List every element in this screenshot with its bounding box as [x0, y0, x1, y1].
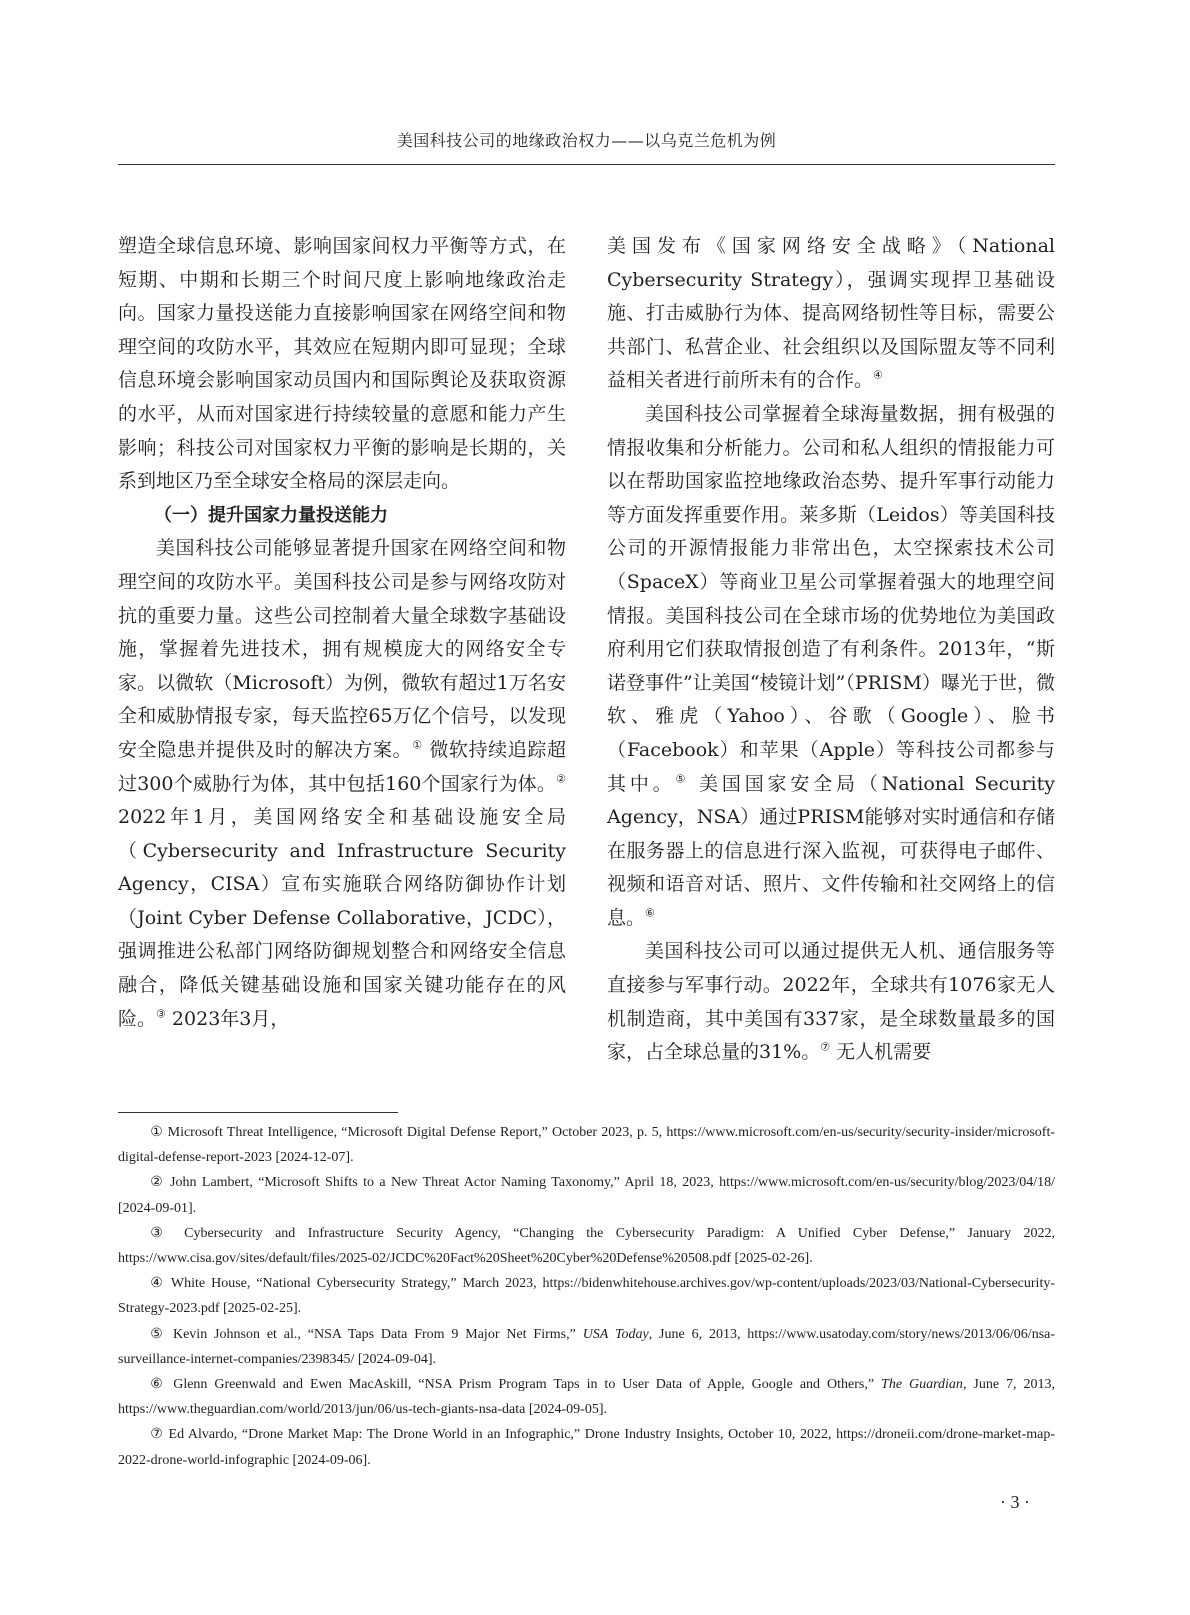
paragraph-text: 美国国家安全局（National Security Agency，NSA）通过PRISM能够对实时通信和存储在服务器上的信息进行深入监视，可获得电子邮件、视频和语音对话、照片、文件传输和社交网络上的信息。	[607, 772, 1055, 929]
footnote-text: Kevin Johnson et al., “NSA Taps Data From 9 Major Net Firms,”	[172, 1326, 583, 1342]
footnote	[118, 1170, 1055, 1220]
paragraph	[607, 935, 1055, 1069]
publication-title: The Guardian	[881, 1377, 963, 1393]
page-number: · 3 ·	[1000, 1492, 1030, 1512]
footnote	[118, 1120, 1055, 1170]
footnote-ref[interactable]: ①	[412, 738, 423, 752]
footnote	[118, 1422, 1055, 1472]
paragraph: 塑造全球信息环境、影响国家间权力平衡等方式，在短期、中期和长期三个时间尺度上影响地缘政治走向。国家力量投送能力直接影响国家在网络空间和物理空间的攻防水平，其效应在短期内即可显现；全球信息环境会影响国家动员国内和国际舆论及获取资源的水平，从而对国家进行持续较量的意愿和能力产生影响；科技公司对国家权力平衡的影响是长期的，关系到地区乃至全球安全格局的深层走向。	[118, 235, 566, 493]
header-divider	[118, 164, 1055, 165]
footnote	[118, 1372, 1055, 1422]
footnote-text: White House, “National Cybersecurity Strategy,” March 2023, https://bidenwhitehouse.archives.gov/wp-content/uploads/2023/03/National-Cybersecurity-Strategy-2023.pdf [2025-02-25].	[118, 1276, 1055, 1317]
paragraph-text: 美国科技公司能够显著提升国家在网络空间和物理空间的攻防水平。美国科技公司是参与网络攻防对抗的重要力量。这些公司控制着大量全球数字基础设施，掌握着先进技术，拥有规模庞大的网络安全专家。以微软（Microsoft）为例，微软有超过1万名安全和威胁情报专家，每天监控65万亿个信号，以发现安全隐患并提供及时的解决方案。	[118, 537, 566, 761]
footnote-marker: ③	[150, 1225, 172, 1241]
paragraph-text: 2022年1月，美国网络安全和基础设施安全局（Cybersecurity and Infrastructure Security Agency，CISA）宣布实施联合网络防御协作计划（Joint Cyber Defense Collaborative，JCDC），强调推进公私部门网络防御规划整合和网络安全信息融合，降低关键基础设施和国家关键功能存在的风险。	[118, 806, 566, 1030]
footnote-ref[interactable]: ⑤	[675, 772, 690, 786]
footnote-divider	[118, 1112, 398, 1113]
footnote-text: John Lambert, “Microsoft Shifts to a New Threat Actor Naming Taxonomy,” April 18, 2023, https://www.microsoft.com/en-us/security/blog/2023/04/18/ [2024-09-01].	[118, 1175, 1055, 1216]
footnote-text: Ed Alvardo, “Drone Market Map: The Drone World in an Infographic,” Drone Industry Insights, October 10, 2022, https://droneii.com/drone-market-map-2022-drone-world-infographic [2024-09-06].	[118, 1427, 1055, 1468]
footnote-text: , June 6, 2013, https://www.usatoday.com/story/news/2013/06/06/nsa-surveillance-internet-companies/2398345/ [2024-09-04].	[118, 1326, 1056, 1367]
footnote	[118, 1322, 1055, 1372]
paragraph-text: 无人机需要	[830, 1041, 932, 1064]
left-column	[118, 230, 566, 1036]
paragraph-text: 美国科技公司掌握着全球海量数据，拥有极强的情报收集和分析能力。公司和私人组织的情报能力可以在帮助国家监控地缘政治态势、提升军事行动能力等方面发挥重要作用。莱多斯（Leidos）等美国科技公司的开源情报能力非常出色，太空探索技术公司（SpaceX）等商业卫星公司掌握着强大的地理空间情报。美国科技公司在全球市场的优势地位为美国政府利用它们获取情报创造了有利条件。2013年，“斯诺登事件”让美国“棱镜计划”（PRISM）曝光于世，微软、雅虎（Yahoo）、谷歌（Google）、脸书（Facebook）和苹果（Apple）等科技公司都参与其中。	[607, 402, 1055, 795]
paragraph	[607, 398, 1055, 936]
paragraph-text: 2023年3月，	[165, 1007, 290, 1030]
paragraph-text: 美国发布《国家网络安全战略》（National Cybersecurity Strategy），强调实现捍卫基础设施、打击威胁行为体、提高网络韧性等目标，需要公共部门、私营企业、社会组织以及国际盟友等不同利益相关者进行前所未有的合作。	[607, 235, 1055, 392]
footnote	[118, 1221, 1055, 1271]
footnote-marker: ⑤	[150, 1326, 167, 1342]
footnote	[118, 1271, 1055, 1321]
footnote-ref[interactable]: ②	[556, 772, 566, 786]
footnote-text: Cybersecurity and Infrastructure Security Agency, “Changing the Cybersecurity Paradigm: A Unified Cyber Defense,” January 2022, https://www.cisa.gov/sites/default/files/2025-02/JCDC%20Fact%20Sheet%20Cyber%20Defense%20508.pdf [2025-02-26].	[118, 1225, 1056, 1267]
paragraph	[607, 230, 1055, 398]
section-heading: （一）提升国家力量投送能力	[154, 504, 388, 526]
footnote-marker: ②	[150, 1175, 165, 1191]
footnotes	[118, 1120, 1055, 1473]
footnote-marker: ①	[150, 1125, 164, 1140]
footnote-marker: ⑦	[150, 1427, 164, 1443]
footnote-ref[interactable]: ⑦	[820, 1040, 831, 1054]
footnote-marker: ④	[150, 1276, 166, 1292]
footnote-text: , June 7, 2013, https://www.theguardian.com/world/2013/jun/06/us-tech-giants-nsa-data [2024-09-05].	[118, 1377, 1056, 1418]
footnote-ref[interactable]: ⑥	[645, 906, 655, 920]
running-header: 美国科技公司的地缘政治权力——以乌克兰危机为例	[396, 131, 777, 150]
paragraph-text: 美国科技公司可以通过提供无人机、通信服务等直接参与军事行动。2022年，全球共有1076家无人机制造商，其中美国有337家，是全球数量最多的国家，占全球总量的31%。	[607, 940, 1055, 1064]
paragraph-text: 微软持续追踪超过300个威胁行为体，其中包括160个国家行为体。	[118, 738, 566, 795]
footnote-text: Glenn Greenwald and Ewen MacAskill, “NSA Prism Program Taps in to User Data of Apple, Google and Others,”	[173, 1377, 882, 1393]
footnote-text: Microsoft Threat Intelligence, “Microsoft Digital Defense Report,” October 2023, p. 5, https://www.microsoft.com/en-us/security/security-insider/microsoft-digital-defense-report-2023 [2024-12-07].	[118, 1125, 1056, 1166]
footnote-marker: ⑥	[150, 1377, 167, 1393]
right-column	[607, 230, 1055, 1070]
footnote-ref[interactable]: ④	[873, 369, 883, 383]
publication-title: USA Today	[582, 1326, 649, 1342]
footnote-ref[interactable]: ③	[156, 1007, 166, 1021]
paragraph	[118, 532, 566, 1036]
